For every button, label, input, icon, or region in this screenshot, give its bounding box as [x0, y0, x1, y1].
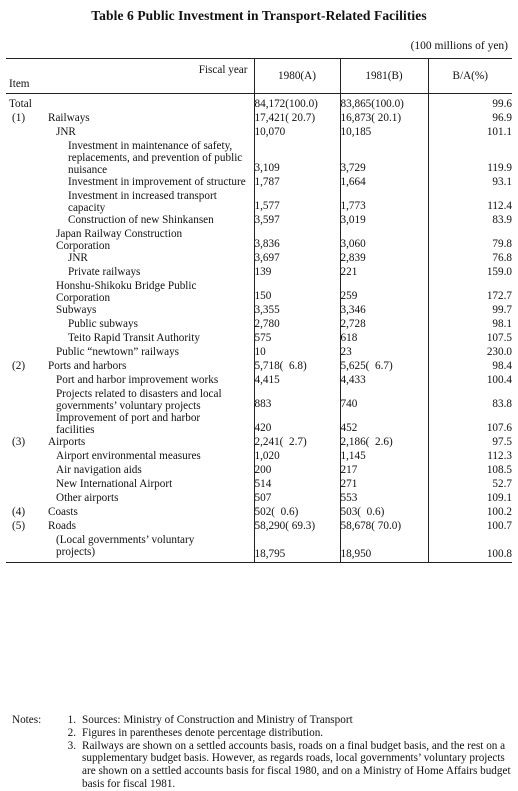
value-1980-text: 3,355	[254, 304, 280, 316]
value-1980-text: 10,070	[254, 126, 286, 138]
value-1981-text: 3,019	[340, 214, 366, 226]
note-text: Railways are shown on a settled accounts basis, roads on a final budget basis, and the rest on a supplementary budget basis. However, as regards roads, local governments’ voluntary projects are shown on a settled accounts basis for fiscal 1980, and on a Ministry of Home Affairs budget basis for fiscal 1981.	[82, 739, 511, 790]
value-1981-text: 58,678( 70.0)	[340, 520, 402, 532]
row-label	[6, 464, 254, 478]
value-1980-text: 3,597	[254, 214, 280, 226]
ratio-value-text: 108.5	[486, 464, 512, 476]
value-1981	[340, 228, 428, 252]
row-label-text: Airport environmental measures	[56, 450, 201, 462]
row-label	[6, 214, 254, 228]
col-1980-header: 1980(A)	[254, 59, 340, 94]
table-row	[6, 94, 512, 113]
value-1981-text: 1,773	[340, 200, 366, 212]
value-1980-text: 1,787	[254, 176, 280, 188]
ratio-value	[428, 112, 512, 126]
table-row	[6, 464, 512, 478]
row-label	[6, 492, 254, 506]
value-1980-text: 1,577	[254, 200, 280, 212]
row-label-text: Roads	[48, 520, 76, 532]
row-label	[6, 412, 254, 436]
note-text: Figures in parentheses denote percentage distribution.	[82, 726, 324, 739]
row-label-text: Projects related to disasters and local governments’ voluntary projects	[56, 388, 222, 412]
row-label	[6, 450, 254, 464]
table-row	[6, 252, 512, 266]
row-label	[6, 94, 254, 113]
ratio-value-text: 100.7	[486, 520, 512, 532]
ratio-value	[428, 318, 512, 332]
section-number: (1)	[12, 112, 26, 124]
value-1980-text: 2,780	[254, 318, 280, 330]
table-row	[6, 506, 512, 520]
value-1980-text: 139	[254, 266, 272, 278]
value-1980-text: 58,290( 69.3)	[254, 520, 316, 532]
ratio-value	[428, 228, 512, 252]
row-label	[6, 252, 254, 266]
ratio-value	[428, 520, 512, 534]
ratio-value-text: 112.3	[487, 450, 512, 462]
value-1980-text: 2,241( 2.7)	[254, 436, 307, 448]
row-label-text: Coasts	[48, 506, 78, 518]
ratio-value-text: 230.0	[486, 346, 512, 358]
value-1980-text: 5,718( 6.8)	[254, 360, 307, 372]
value-1981-text: 1,145	[340, 450, 366, 462]
value-1981-text: 1,664	[340, 176, 366, 188]
value-1981-text: 3,060	[340, 238, 366, 250]
value-1981	[340, 214, 428, 228]
ratio-value-text: 100.8	[486, 548, 512, 560]
value-1981-text: 83,865(100.0)	[340, 98, 404, 110]
value-1980	[254, 332, 340, 346]
value-1981	[340, 266, 428, 280]
row-label-text: (Local governments’ voluntary projects)	[56, 534, 195, 558]
value-1980	[254, 464, 340, 478]
ratio-value	[428, 492, 512, 506]
value-1981	[340, 94, 428, 113]
row-label	[6, 228, 254, 252]
value-1981-text: 5,625( 6.7)	[340, 360, 393, 372]
value-1980-text: 1,020	[254, 450, 280, 462]
ratio-value-text: 52.7	[492, 478, 512, 490]
ratio-value	[428, 304, 512, 318]
row-label	[6, 266, 254, 280]
col-1981-header: 1981(B)	[340, 59, 428, 94]
row-label-text: JNR	[68, 252, 88, 264]
ratio-value-text: 172.7	[486, 290, 512, 302]
row-label-text: Air navigation aids	[56, 464, 142, 476]
section-number: (2)	[12, 360, 26, 372]
value-1980-text: 3,697	[254, 252, 280, 264]
ratio-value	[428, 346, 512, 360]
ratio-value	[428, 360, 512, 374]
row-label-text: Subways	[56, 304, 97, 316]
value-1981	[340, 304, 428, 318]
note-2	[12, 727, 512, 740]
table-row	[6, 436, 512, 450]
note-text: Sources: Ministry of Construction and Ministry of Transport	[82, 714, 353, 726]
row-label-text: Improvement of port and harbor facilities	[56, 412, 201, 436]
value-1981	[340, 464, 428, 478]
ratio-value-text: 101.1	[486, 126, 512, 138]
ratio-value-text: 99.6	[492, 98, 512, 110]
table-row	[6, 360, 512, 374]
note-number: 3.	[67, 739, 76, 752]
table-row	[6, 520, 512, 534]
table-row	[6, 534, 512, 563]
note-3	[12, 740, 512, 791]
table-row	[6, 266, 512, 280]
ratio-value-text: 159.0	[486, 266, 512, 278]
row-label	[6, 534, 254, 563]
ratio-value-text: 109.1	[486, 492, 512, 504]
value-1980	[254, 520, 340, 534]
value-1980	[254, 228, 340, 252]
value-1981	[340, 436, 428, 450]
value-1981	[340, 318, 428, 332]
value-1980-text: 3,109	[254, 162, 280, 174]
value-1981	[340, 176, 428, 190]
table-row	[6, 190, 512, 214]
ratio-value	[428, 140, 512, 176]
value-1981	[340, 346, 428, 360]
value-1980	[254, 346, 340, 360]
fiscal-year-label: Fiscal year	[198, 64, 248, 76]
value-1980-text: 514	[254, 478, 272, 490]
ratio-value	[428, 464, 512, 478]
table-row	[6, 214, 512, 228]
value-1980	[254, 360, 340, 374]
value-1980	[254, 190, 340, 214]
value-1980	[254, 450, 340, 464]
row-label	[6, 374, 254, 388]
value-1980-text: 575	[254, 332, 272, 344]
row-label	[6, 176, 254, 190]
table-row	[6, 304, 512, 318]
ratio-value	[428, 534, 512, 563]
ratio-value	[428, 266, 512, 280]
row-label	[6, 360, 254, 374]
row-label-text: Investment in improvement of structure	[68, 176, 246, 188]
value-1981-text: 271	[340, 478, 358, 490]
value-1981-text: 221	[340, 266, 358, 278]
value-1980-text: 17,421( 20.7)	[254, 112, 316, 124]
row-label-text: JNR	[56, 126, 76, 138]
row-label-text: Ports and harbors	[48, 360, 127, 372]
value-1981-text: 4,433	[340, 374, 366, 386]
value-1980	[254, 412, 340, 436]
value-1980	[254, 266, 340, 280]
value-1981	[340, 492, 428, 506]
value-1981-text: 740	[340, 398, 358, 410]
value-1980	[254, 374, 340, 388]
value-1981-text: 3,729	[340, 162, 366, 174]
row-label	[6, 332, 254, 346]
value-1980	[254, 478, 340, 492]
value-1981-text: 452	[340, 422, 358, 434]
row-label	[6, 436, 254, 450]
value-1981	[340, 450, 428, 464]
value-1980	[254, 304, 340, 318]
ratio-value-text: 98.4	[492, 360, 512, 372]
ratio-value	[428, 388, 512, 412]
value-1981	[340, 374, 428, 388]
table-row	[6, 112, 512, 126]
ratio-value-text: 96.9	[492, 112, 512, 124]
section-number: (4)	[12, 506, 26, 518]
notes-label: Notes:	[12, 714, 42, 726]
value-1981-text: 217	[340, 464, 358, 476]
row-label	[6, 190, 254, 214]
table-row	[6, 492, 512, 506]
value-1980	[254, 506, 340, 520]
row-label-text: Railways	[48, 112, 90, 124]
note-number: 2.	[67, 726, 76, 739]
ratio-value	[428, 478, 512, 492]
value-1981-text: 2,186( 2.6)	[340, 436, 393, 448]
value-1981	[340, 112, 428, 126]
note-number: 1.	[67, 714, 76, 726]
ratio-value	[428, 252, 512, 266]
row-label-text: Port and harbor improvement works	[56, 374, 219, 386]
value-1981	[340, 140, 428, 176]
value-1980-text: 4,415	[254, 374, 280, 386]
table-row	[6, 332, 512, 346]
ratio-value	[428, 176, 512, 190]
value-1981	[340, 520, 428, 534]
row-label-text: Investment in maintenance of safety, replacements, and prevention of public nuisance	[68, 140, 243, 176]
row-label	[6, 520, 254, 534]
table-row	[6, 140, 512, 176]
ratio-value-text: 98.1	[492, 318, 512, 330]
ratio-value-text: 83.8	[492, 398, 512, 410]
ratio-value	[428, 450, 512, 464]
value-1980-text: 502( 0.6)	[254, 506, 299, 518]
ratio-value	[428, 126, 512, 140]
value-1981	[340, 190, 428, 214]
value-1980	[254, 112, 340, 126]
note-1	[12, 714, 512, 727]
row-label	[6, 126, 254, 140]
value-1981-text: 16,873( 20.1)	[340, 112, 402, 124]
value-1981	[340, 506, 428, 520]
ratio-value-text: 107.6	[486, 422, 512, 434]
row-label	[6, 112, 254, 126]
table-body	[6, 94, 512, 563]
value-1980-text: 150	[254, 290, 272, 302]
row-label-text: Construction of new Shinkansen	[68, 214, 214, 226]
unit-note: (100 millions of yen)	[410, 40, 508, 52]
row-label	[6, 280, 254, 304]
value-1980-text: 18,795	[254, 548, 286, 560]
value-1980	[254, 534, 340, 563]
ratio-value-text: 93.1	[492, 176, 512, 188]
value-1980	[254, 126, 340, 140]
row-label	[6, 304, 254, 318]
value-1980	[254, 280, 340, 304]
value-1981	[340, 332, 428, 346]
row-label	[6, 140, 254, 176]
value-1980-text: 507	[254, 492, 272, 504]
value-1981	[340, 388, 428, 412]
value-1981-text: 3,346	[340, 304, 366, 316]
table-row	[6, 412, 512, 436]
value-1981	[340, 534, 428, 563]
value-1980	[254, 436, 340, 450]
row-label-text: Teito Rapid Transit Authority	[68, 332, 200, 344]
ratio-value-text: 83.9	[492, 214, 512, 226]
row-label	[6, 318, 254, 332]
value-1980-text: 3,836	[254, 238, 280, 250]
value-1981-text: 2,839	[340, 252, 366, 264]
table-row	[6, 126, 512, 140]
ratio-value-text: 97.5	[492, 436, 512, 448]
row-label-text: Honshu-Shikoku Bridge Public Corporation	[56, 280, 197, 304]
row-label	[6, 388, 254, 412]
ratio-value-text: 100.4	[486, 374, 512, 386]
value-1981	[340, 252, 428, 266]
table-row	[6, 450, 512, 464]
value-1981-text: 2,728	[340, 318, 366, 330]
investment-table	[6, 58, 512, 563]
ratio-value	[428, 94, 512, 113]
section-number: (5)	[12, 520, 26, 532]
value-1980	[254, 252, 340, 266]
col-ratio-header: B/A(%)	[428, 59, 512, 94]
value-1981-text: 259	[340, 290, 358, 302]
value-1980	[254, 388, 340, 412]
row-label-text: Japan Railway Construction Corporation	[56, 228, 183, 252]
ratio-value-text: 76.8	[492, 252, 512, 264]
ratio-value-text: 79.8	[492, 238, 512, 250]
value-1980	[254, 140, 340, 176]
row-label	[6, 506, 254, 520]
ratio-value-text: 107.5	[486, 332, 512, 344]
ratio-value	[428, 214, 512, 228]
section-number: (3)	[12, 436, 26, 448]
row-label-text: Public “newtown” railways	[56, 346, 180, 358]
table-row	[6, 176, 512, 190]
row-label-text: Airports	[48, 436, 86, 448]
ratio-value	[428, 332, 512, 346]
ratio-value	[428, 436, 512, 450]
value-1980	[254, 318, 340, 332]
ratio-value-text: 100.2	[486, 506, 512, 518]
table-title: Table 6 Public Investment in Transport-Related Facilities	[91, 8, 427, 23]
value-1980	[254, 492, 340, 506]
row-label-text: Other airports	[56, 492, 119, 504]
value-1981	[340, 478, 428, 492]
value-1980	[254, 176, 340, 190]
table-row	[6, 374, 512, 388]
item-header	[6, 59, 254, 94]
row-label-text: Public subways	[68, 318, 138, 330]
row-label-text: Investment in increased transport capacity	[68, 190, 217, 214]
value-1981	[340, 412, 428, 436]
value-1981	[340, 126, 428, 140]
value-1980-text: 84,172(100.0)	[254, 98, 318, 110]
value-1980	[254, 214, 340, 228]
value-1981-text: 503( 0.6)	[340, 506, 385, 518]
notes	[12, 714, 512, 791]
table-row	[6, 228, 512, 252]
row-label	[6, 478, 254, 492]
ratio-value	[428, 412, 512, 436]
value-1980-text: 883	[254, 398, 272, 410]
item-label: Item	[9, 78, 30, 90]
ratio-value-text: 99.7	[492, 304, 512, 316]
header-row	[6, 59, 512, 94]
value-1980-text: 420	[254, 422, 272, 434]
value-1981	[340, 280, 428, 304]
table-row	[6, 280, 512, 304]
value-1980-text: 10	[254, 346, 266, 358]
ratio-value-text: 119.9	[487, 162, 512, 174]
value-1981-text: 553	[340, 492, 358, 504]
value-1981-text: 10,185	[340, 126, 372, 138]
table-row	[6, 318, 512, 332]
row-label-text: New International Airport	[56, 478, 173, 490]
row-label-text: Total	[9, 98, 32, 110]
value-1981	[340, 360, 428, 374]
row-label-text: Private railways	[68, 266, 141, 278]
value-1981-text: 23	[340, 346, 352, 358]
ratio-value-text: 112.4	[487, 200, 512, 212]
ratio-value	[428, 280, 512, 304]
row-label	[6, 346, 254, 360]
table-row	[6, 346, 512, 360]
value-1980	[254, 94, 340, 113]
value-1981-text: 618	[340, 332, 358, 344]
table-row	[6, 478, 512, 492]
value-1980-text: 200	[254, 464, 272, 476]
table-row	[6, 388, 512, 412]
ratio-value	[428, 374, 512, 388]
ratio-value	[428, 506, 512, 520]
value-1981-text: 18,950	[340, 548, 372, 560]
ratio-value	[428, 190, 512, 214]
